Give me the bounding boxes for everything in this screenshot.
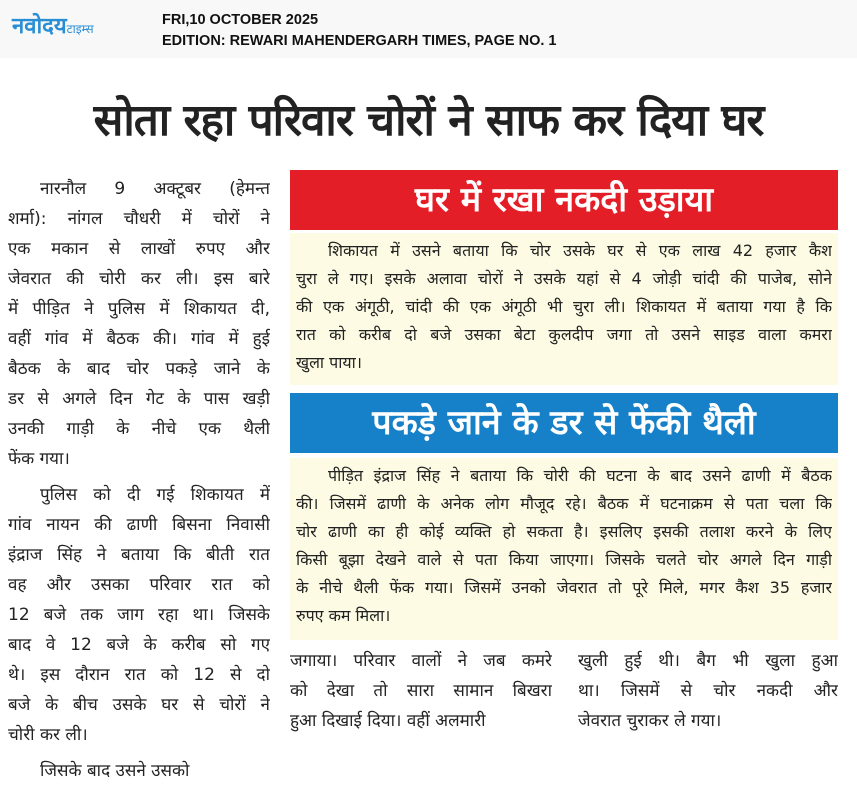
text-line: एक मकान से लाखों रुपए और [8, 239, 270, 259]
text-line: जगाया। परिवार वालों ने जब कमरे [290, 651, 552, 671]
left-column [8, 174, 270, 786]
text-line: इंद्राज सिंह ने बताया कि बीती रात [8, 545, 270, 565]
text-line: चोरी कर ली। [8, 725, 88, 745]
edition-header [0, 0, 857, 58]
text-line: बैठक के बाद चोर पकड़े जाने के [8, 359, 270, 379]
edition-date: FRI,10 OCTOBER 2025 [162, 12, 319, 28]
logo-text: नवोदय [12, 14, 67, 39]
text-line: 12 बजे तक जाग रहा था। जिसके [8, 605, 270, 625]
subheading-bag-thrown: पकड़े जाने के डर से फेंकी थैली [290, 393, 838, 453]
text-line: बाद वे 12 बजे के करीब सो गए [8, 635, 270, 655]
text-line: थे। इस दौरान रात को 12 से दो [8, 665, 270, 685]
article-headline: सोता रहा परिवार चोरों ने साफ कर दिया घर [93, 95, 764, 146]
logo-suffix: टाइम्स [66, 22, 94, 36]
paragraph-3 [8, 756, 270, 786]
text-line: हुआ दिखाई दिया। वहीं अलमारी [290, 711, 486, 731]
text-line: जिसके बाद उसने उसको [40, 761, 190, 781]
text-line: रात को करीब दो बजे उसका बेटा कुलदीप जगा तो उसने साइड वाला कमरा [296, 325, 832, 344]
text-line: जेवरात चुराकर ले गया। [578, 711, 722, 731]
paragraph-2 [8, 480, 270, 750]
text-line: फेंक गया। [8, 449, 70, 469]
text-line: की। जिसमें ढाणी के अनेक लोग मौजूद रहे। बैठक में घटनाक्रम से पता चला कि [296, 494, 832, 513]
paragraph-1 [8, 174, 270, 474]
text-line: नारनौल 9 अक्टूबर (हेमन्त [40, 179, 270, 199]
text-line: रुपए कम मिला। [296, 606, 391, 625]
edition-name: EDITION: REWARI MAHENDERGARH TIMES, PAGE NO. 1 [162, 33, 557, 49]
bottom-column-2 [578, 646, 838, 736]
bottom-column-1 [290, 646, 552, 736]
text-line: बजे के बीच उसके घर से चोरों ने [8, 695, 270, 715]
text-line: के नीचे थैली फेंक गया। जिसमें उनको जेवरात तो पूरे मिले, मगर कैश 35 हजार [296, 578, 832, 597]
text-line: उनकी गाड़ी के नीचे एक थैली [8, 419, 270, 439]
newspaper-logo [12, 10, 94, 40]
cash-stolen-box [290, 233, 838, 385]
text-line: वह और उसका परिवार रात को [8, 575, 270, 595]
text-line: में पीड़ित ने पुलिस में शिकायत दी, [8, 299, 270, 319]
text-line: गांव नायन की ढाणी बिसना निवासी [8, 515, 270, 535]
text-line: पुलिस को दी गई शिकायत में [40, 485, 270, 505]
text-line: खुला पाया। [296, 353, 362, 372]
bag-thrown-box [290, 458, 838, 640]
text-line: की एक अंगूठी, चांदी की एक अंगूठी भी चुरा ली। शिकायत में बताया गया है कि [296, 297, 832, 316]
text-line: था। जिसमें से चोर नकदी और [578, 681, 838, 701]
text-line: शिकायत में उसने बताया कि चोर उसके घर से एक लाख 42 हजार कैश [328, 241, 832, 260]
text-line: चुरा ले गए। इसके अलावा चोरों ने उसके यहां से 4 जोड़ी चांदी की पाजेब, सोने [296, 269, 832, 288]
text-line: किसी बूझा देखने वाले से पता किया जाएगा। जिसके चलते चोर अगले दिन गाड़ी [296, 550, 832, 569]
text-line: खुली हुई थी। बैग भी खुला हुआ [578, 651, 838, 671]
text-line: पीड़ित इंद्राज सिंह ने बताया कि चोरी की घटना के बाद उसने ढाणी में बैठक [328, 466, 832, 485]
text-line: वहीं गांव में बैठक की। गांव में हुई [8, 329, 270, 349]
text-line: जेवरात की चोरी कर ली। इस बारे [8, 269, 270, 289]
edition-meta [162, 10, 556, 52]
text-line: को देखा तो सारा सामान बिखरा [290, 681, 552, 701]
text-line: डर से अगले दिन गेट के पास खड़ी [8, 389, 270, 409]
text-line: चोर ढाणी का ही कोई व्यक्ति हो सकता है। इसलिए इसकी तलाश करने के लिए [296, 522, 832, 541]
text-line: शर्मा): नांगल चौधरी में चोरों ने [8, 209, 270, 229]
subheading-cash-stolen: घर में रखा नकदी उड़ाया [290, 170, 838, 230]
